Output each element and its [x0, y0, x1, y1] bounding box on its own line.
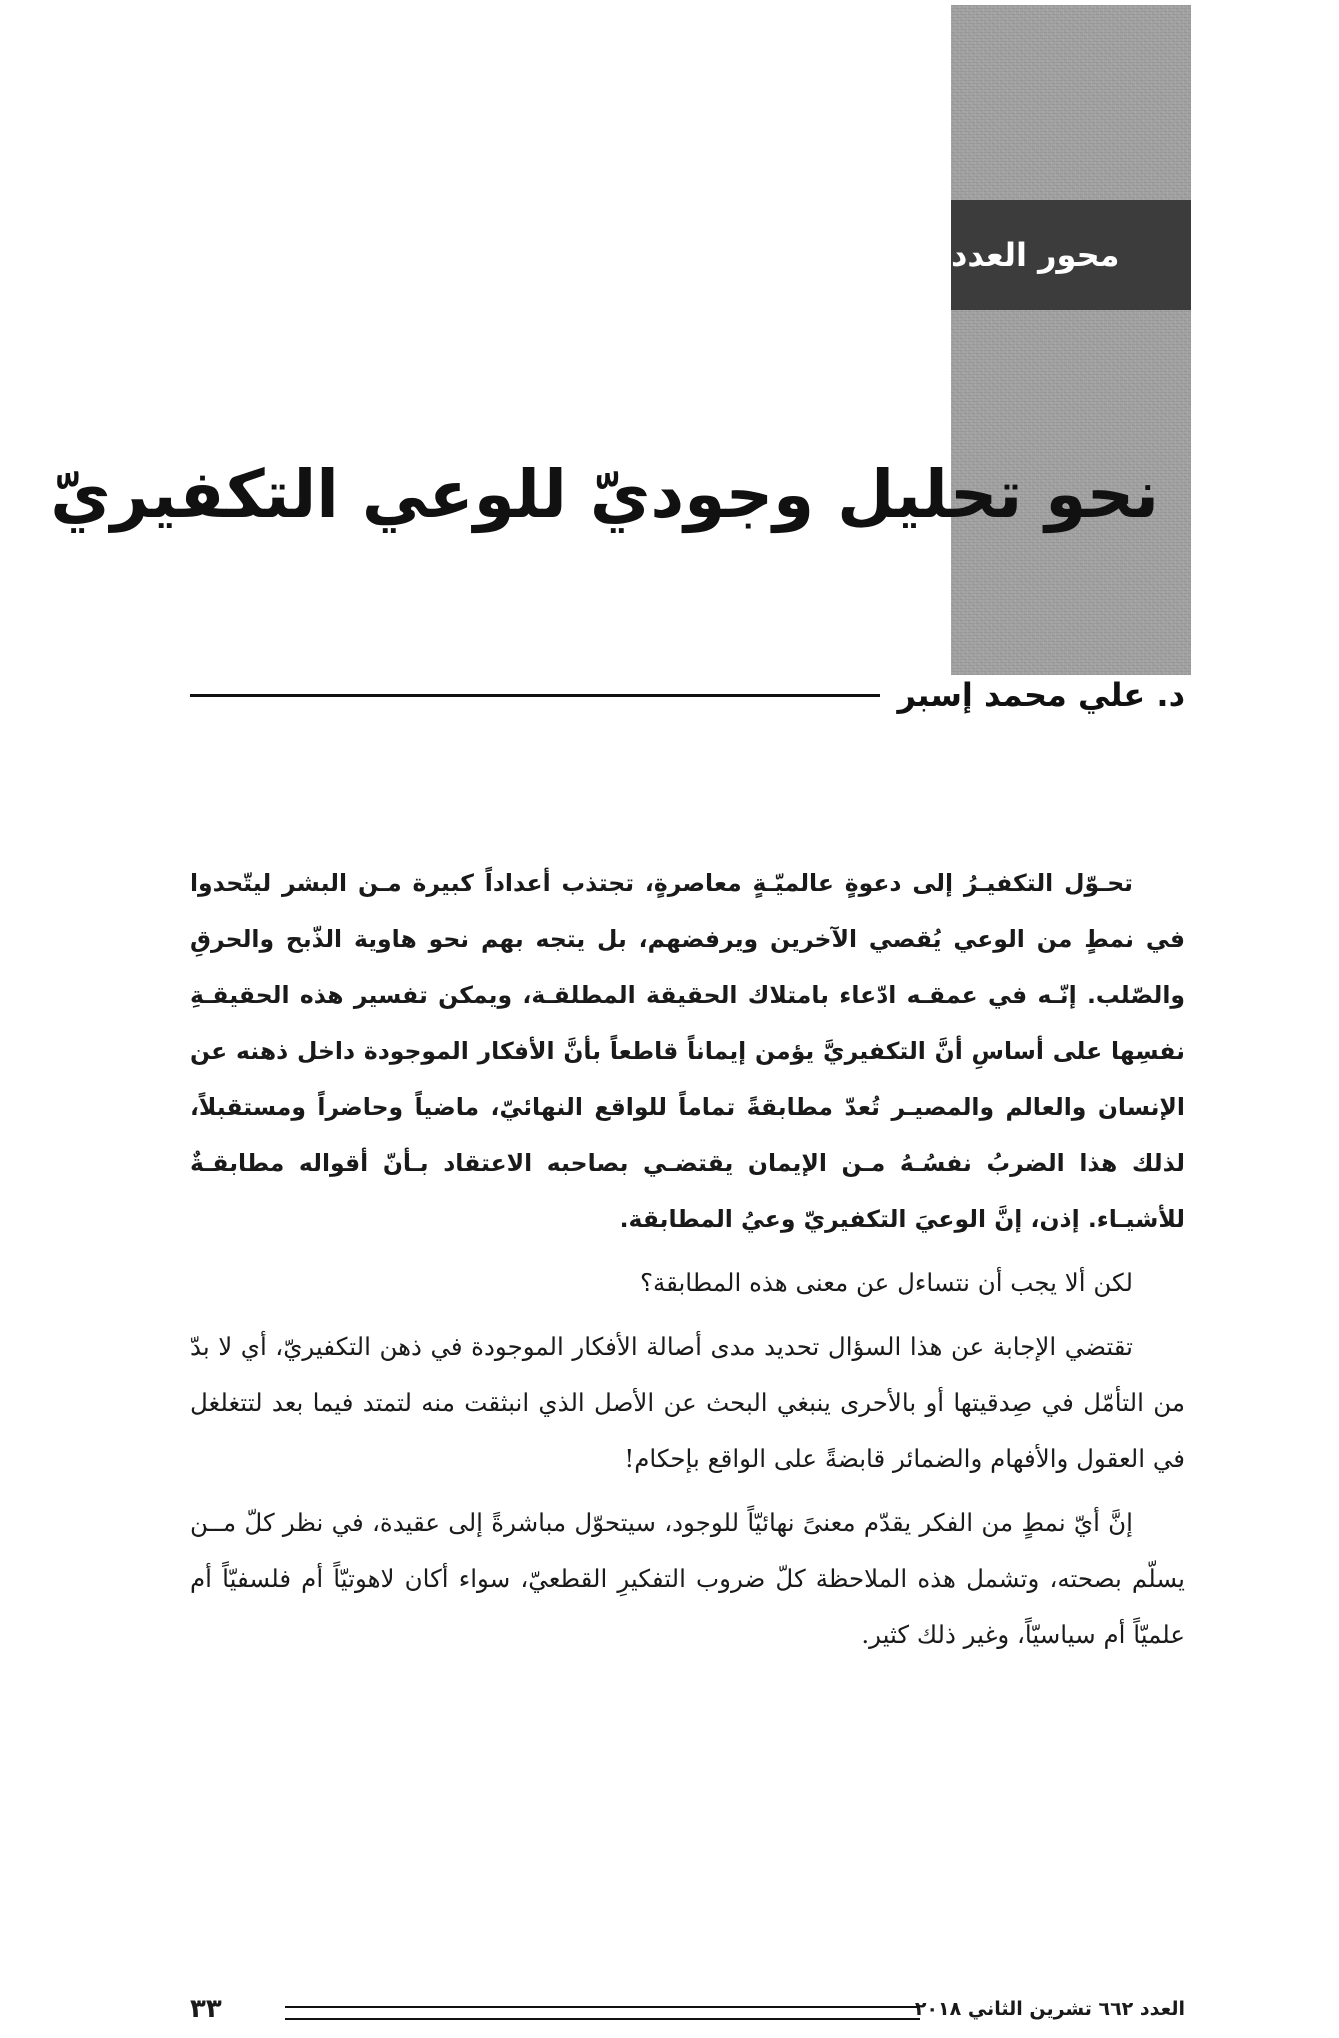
author-name: د. علي محمد إسبر	[897, 676, 1185, 714]
section-label-text: محور العدد	[951, 236, 1120, 274]
section-label	[951, 200, 1191, 310]
page-number: ٣٣	[190, 1994, 222, 2024]
decorative-gray-panel	[951, 5, 1191, 675]
body-paragraph: تقتضي الإجابة عن هذا السؤال تحديد مدى أصالة الأفكار الموجودة في ذهن التكفيريّ، أي لا بدّ من التأمّل في صِدقيتها أو بالأحرى ينبغي البحث عن الأصل الذي انبثقت منه لتمتد فيما بعد لتتغلغل في العقول والأفهام والضمائر قابضةً على الواقع بإحكام!	[190, 1332, 1185, 1473]
lead-paragraph: تحـوّل التكفيـرُ إلى دعوةٍ عالميّـةٍ معاصرةٍ، تجتذب أعداداً كبيرة مـن البشر ليتّحدوا في نمطٍ من الوعي يُقصي الآخرين ويرفضهم، بل يتجه بهم نحو هاوية الذّبح والحرقِ والصّلب. إنّـه في عمقـه ادّعاء بامتلاك الحقيقة المطلقـة، ويمكن تفسير هذه الحقيقـةِ نفسِها على أساسِ أنَّ التكفيريَّ يؤمن إيماناً قاطعاً بأنَّ الأفكار الموجودة داخل ذهنه عن الإنسان والعالم والمصيـر تُعدّ مطابقةً تماماً للواقع النهائيّ، ماضياً وحاضراً ومستقبلاً، لذلك هذا الضربُ نفسُـهُ مـن الإيمان يقتضـي بصاحبه الاعتقاد بـأنّ أقواله مطابقـةٌ للأشيـاء. إذن، إنَّ الوعيَ التكفيريّ وعيُ المطابقة.	[190, 869, 1185, 1233]
body-paragraph: لكن ألا يجب أن نتساءل عن معنى هذه المطابقة؟	[639, 1268, 1133, 1297]
author-divider	[190, 694, 880, 697]
article-body	[190, 855, 1185, 1663]
page-footer	[190, 1994, 1185, 2038]
issue-info: العدد ٦٦٢ تشرين الثاني ٢٠١٨	[914, 1998, 1185, 2020]
footer-divider	[285, 2006, 920, 2020]
body-paragraph: إنَّ أيّ نمطٍ من الفكر يقدّم معنىً نهائيّاً للوجود، سيتحوّل مباشرةً إلى عقيدة، في نظر كلّ مــن يسلّم بصحته، وتشمل هذه الملاحظة كلّ ضروب التفكيرِ القطعيّ، سواء أكان لاهوتيّاً أم فلسفيّاً أم علميّاً أم سياسيّاً، وغير ذلك كثير.	[190, 1508, 1185, 1649]
author-row	[190, 670, 1185, 730]
article-title: نحو تحليل وجوديّ للوعي التكفيريّ	[50, 456, 1159, 533]
